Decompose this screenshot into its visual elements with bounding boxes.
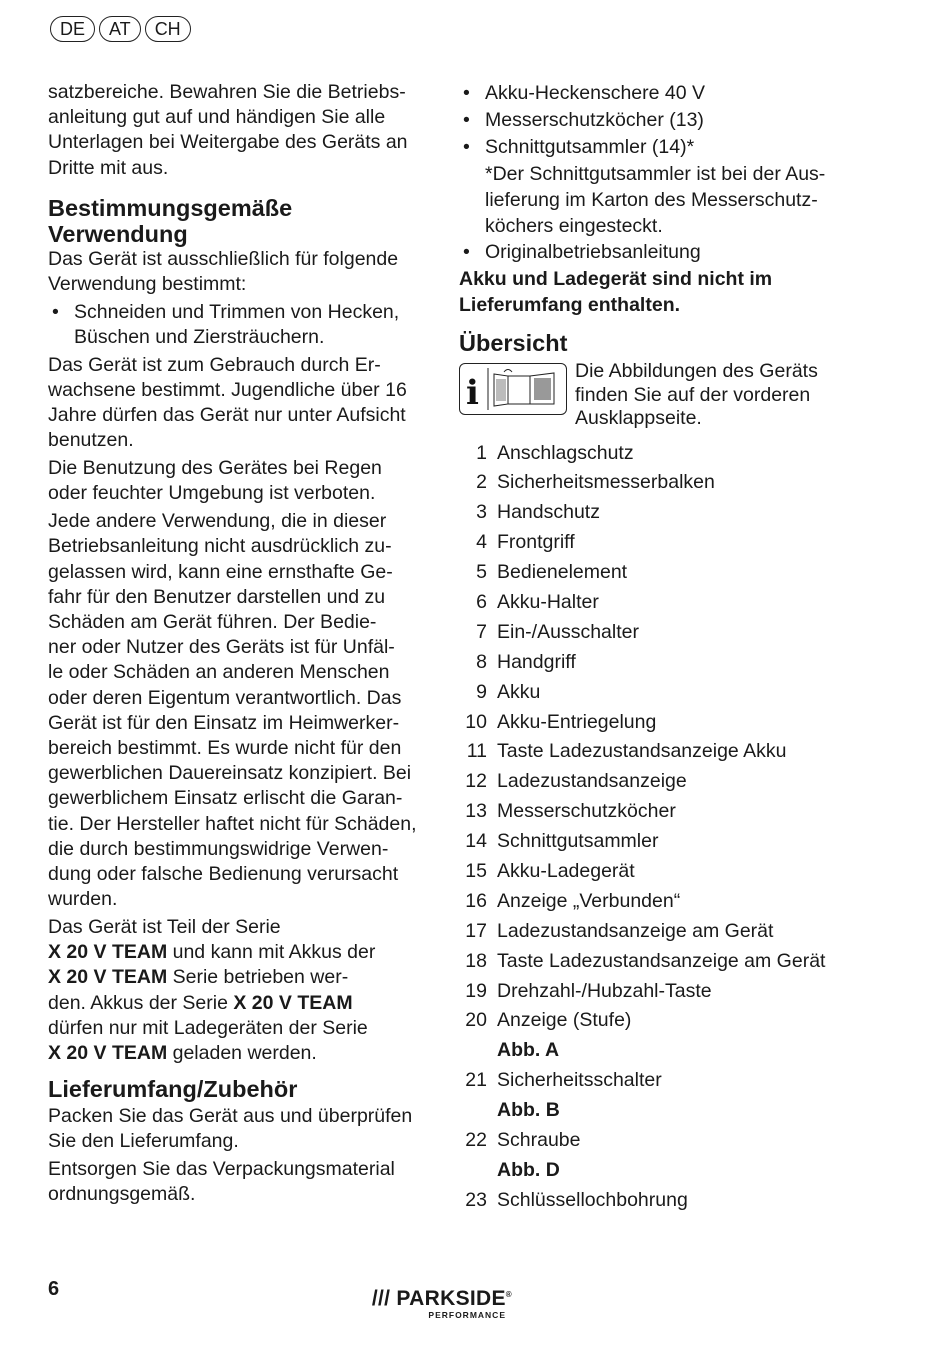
item-number: 5 (476, 561, 487, 584)
text-line: gewerblichen Dauereinsatz konzipiert. Bei (48, 762, 412, 785)
text-line: Dritte mit aus. (48, 156, 169, 179)
item-label: Taste Ladezustandsanzeige am Gerät (497, 949, 826, 972)
bullet-icon: • (52, 300, 59, 323)
parts-list-item (459, 558, 859, 588)
text-line: gewerblichem Einsatz erlischt die Garan- (48, 787, 403, 810)
intro-paragraph (48, 80, 428, 181)
parts-list-item (459, 827, 859, 857)
parts-list-item (459, 468, 859, 498)
text-line: gelassen wird, kann eine ernsthafte Ge- (48, 560, 393, 583)
bullet-icon: • (463, 136, 470, 158)
text-line: tie. Der Hersteller haftet nicht für Schäden, (48, 812, 417, 835)
item-number: 7 (476, 620, 487, 643)
text-line: Die Benutzung des Gerätes bei Regen (48, 457, 382, 480)
item-label: Schlüssellochbohrung (497, 1188, 688, 1211)
text-segment: Serie betrieben wer- (167, 966, 349, 989)
text-line: lieferung im Karton des Messerschutz- (485, 189, 818, 211)
item-label: Handgriff (497, 650, 576, 673)
text-line: Verwendung (48, 220, 188, 247)
text-line: benutzen. (48, 429, 134, 452)
text-line (48, 915, 428, 940)
text-line: Lieferumfang enthalten. (459, 294, 681, 316)
parts-list-item (459, 528, 859, 558)
item-label: Ein-/Ausschalter (497, 620, 639, 643)
item-label: Ladezustandsanzeige am Gerät (497, 919, 774, 942)
parts-list-item (459, 947, 859, 977)
text-line: ordnungsgemäß. (48, 1183, 196, 1206)
text-line: Akku und Ladegerät sind nicht im (459, 268, 773, 290)
parts-list-item (459, 767, 859, 797)
item-number: 8 (476, 650, 487, 673)
info-foldout-icon (459, 363, 567, 415)
country-badges (50, 16, 191, 42)
logo-subtitle: PERFORMANCE (428, 1310, 506, 1320)
item-label: Abb. A (497, 1039, 560, 1062)
svg-text:i: i (466, 373, 479, 413)
page-number: 6 (48, 1278, 60, 1300)
text-line: Schneiden und Trimmen von Hecken, (74, 300, 400, 323)
item-number (459, 1156, 487, 1186)
item-number: 19 (465, 979, 487, 1002)
delivery-item (459, 80, 859, 107)
bullet-icon: • (463, 241, 470, 263)
series-name: X 20 V TEAM (48, 1042, 168, 1065)
parts-list-item (459, 1066, 859, 1096)
registered-mark: ® (505, 1290, 512, 1299)
item-label: Schnittgutsammler (497, 830, 659, 853)
scope-paragraph-2 (48, 1157, 428, 1207)
item-number: 6 (476, 590, 487, 613)
text-line (48, 1016, 428, 1041)
parts-list-item (459, 1126, 859, 1156)
bullet-icon: • (463, 82, 470, 104)
text-line: bereich bestimmt. Es wurde nicht für den (48, 737, 402, 760)
heading-intended-use (48, 195, 428, 247)
delivery-item (459, 107, 859, 134)
parts-list-item (459, 708, 859, 738)
item-number: 22 (465, 1128, 487, 1151)
parts-list-item (459, 618, 859, 648)
text-line: die durch bestimmungswidrige Verwen- (48, 837, 389, 860)
use-paragraph-3 (48, 456, 428, 506)
text-line: Gerät ist für den Einsatz im Heimwerker- (48, 711, 400, 734)
text-segment: Das Gerät ist Teil der Serie (48, 916, 281, 939)
item-number: 20 (465, 1009, 487, 1032)
text-line: fahr für den Benutzer darstellen und zu (48, 585, 386, 608)
parts-list-item (459, 857, 859, 887)
heading-scope-of-delivery: Lieferumfang/Zubehör (48, 1076, 298, 1103)
text-line: Jahre dürfen das Gerät nur unter Aufsicht (48, 404, 406, 427)
item-number: 2 (476, 471, 487, 494)
figure-label (459, 1036, 859, 1066)
text-line: oder deren Eigentum verantwortlich. Das (48, 686, 402, 709)
item-number: 23 (465, 1188, 487, 1211)
text-line: wachsene bestimmt. Jugendliche über 16 (48, 379, 407, 402)
text-line: finden Sie auf der vorderen (575, 383, 811, 406)
text-segment: den. Akkus der Serie (48, 991, 234, 1014)
parts-list-item (459, 678, 859, 708)
text-line: Entsorgen Sie das Verpackungsmaterial (48, 1158, 395, 1181)
item-label: Drehzahl-/Hubzahl-Taste (497, 979, 712, 1002)
text-line: anleitung gut auf und händigen Sie alle (48, 106, 386, 129)
use-paragraph-1 (48, 247, 428, 297)
bullet-icon: • (463, 109, 470, 131)
item-number: 10 (465, 710, 487, 733)
text-line (48, 965, 428, 990)
item-number (459, 1096, 487, 1126)
text-line: ner oder Nutzer des Geräts ist für Unfäl- (48, 636, 395, 659)
text-line: satzbereiche. Bewahren Sie die Betriebs- (48, 81, 406, 103)
item-number: 9 (476, 680, 487, 703)
item-label: Frontgriff (497, 531, 575, 554)
parts-list-item (459, 737, 859, 767)
text-line: Ausklappseite. (575, 407, 702, 429)
use-paragraph-2 (48, 353, 428, 454)
item-number: 21 (465, 1069, 487, 1092)
item-label: Handschutz (497, 501, 600, 524)
parts-list-item (459, 648, 859, 678)
figure-label (459, 1096, 859, 1126)
item-number: 1 (476, 441, 487, 464)
item-number: 4 (476, 531, 487, 554)
parts-list-item (459, 977, 859, 1007)
bullet-text (74, 300, 428, 350)
use-paragraph-5 (48, 915, 428, 1066)
item-number: 3 (476, 501, 487, 524)
heading-overview: Übersicht (459, 330, 568, 356)
text-line: köchers eingesteckt. (485, 215, 663, 237)
text-line: dung oder falsche Bedienung verursacht (48, 863, 399, 886)
use-paragraph-4 (48, 509, 428, 912)
item-label: Anzeige (Stufe) (497, 1009, 632, 1032)
delivery-item-label: Originalbetriebsanleitung (485, 241, 701, 263)
text-segment: dürfen nur mit Ladegeräten der Serie (48, 1016, 368, 1039)
item-number: 12 (465, 770, 487, 793)
text-line: Betriebsanleitung nicht ausdrücklich zu- (48, 535, 392, 558)
badge-de: DE (50, 16, 95, 42)
item-number: 11 (466, 740, 487, 763)
item-label: Anschlagschutz (497, 441, 634, 464)
item-label: Anzeige „Verbunden“ (497, 889, 681, 912)
text-line: Das Gerät ist zum Gebrauch durch Er- (48, 353, 381, 376)
item-label: Akku (497, 680, 541, 703)
text-line: Die Abbildungen des Geräts (575, 360, 818, 382)
text-line (48, 940, 428, 965)
parts-list (459, 439, 859, 1216)
text-line: Sie den Lieferumfang. (48, 1130, 239, 1153)
item-label: Akku-Ladegerät (497, 859, 635, 882)
item-number: 13 (465, 800, 487, 823)
item-label: Abb. B (497, 1099, 560, 1122)
item-label: Sicherheitsschalter (497, 1069, 662, 1092)
text-line: Unterlagen bei Weitergabe des Geräts an (48, 131, 408, 154)
text-line: Büschen und Ziersträuchern. (74, 326, 325, 349)
delivery-item (459, 134, 859, 161)
item-label: Bedienelement (497, 561, 628, 584)
item-label: Akku-Halter (497, 590, 599, 613)
series-name: X 20 V TEAM (233, 991, 353, 1014)
item-number: 18 (465, 949, 487, 972)
parts-list-item (459, 588, 859, 618)
text-segment: geladen werden. (167, 1042, 317, 1065)
text-line: le oder Schäden an anderen Menschen (48, 661, 390, 684)
parts-list-item (459, 797, 859, 827)
text-line: Das Gerät ist ausschließlich für folgende (48, 247, 399, 270)
item-label: Akku-Entriegelung (497, 710, 657, 733)
info-text (575, 360, 818, 431)
info-block (459, 360, 859, 431)
text-line: Schäden am Gerät führen. Der Bedie- (48, 611, 377, 634)
delivery-note (459, 161, 859, 239)
parts-list-item (459, 498, 859, 528)
item-label: Messerschutzköcher (497, 800, 676, 823)
parts-list-item (459, 1186, 859, 1216)
text-line: Bestimmungsgemäße (48, 194, 293, 221)
item-number: 16 (465, 889, 487, 912)
text-line (48, 1041, 428, 1066)
item-number: 14 (465, 830, 487, 853)
item-label: Taste Ladezustandsanzeige Akku (497, 740, 787, 763)
badge-ch: CH (145, 16, 191, 42)
text-line: Jede andere Verwendung, die in dieser (48, 510, 387, 533)
item-number (459, 1036, 487, 1066)
item-label: Sicherheitsmesserbalken (497, 471, 715, 494)
badge-at: AT (99, 16, 141, 42)
parts-list-item (459, 917, 859, 947)
text-line: Verwendung bestimmt: (48, 273, 247, 296)
battery-not-included-note (459, 266, 859, 318)
parkside-logo (366, 1284, 512, 1320)
delivery-item-label: Messerschutzköcher (13) (485, 109, 704, 131)
text-line: wurden. (48, 888, 118, 911)
parts-list-item (459, 439, 859, 469)
series-name: X 20 V TEAM (48, 966, 168, 989)
logo-wordmark: /// PARKSIDE (371, 1287, 506, 1310)
item-label: Schraube (497, 1128, 581, 1151)
right-column (459, 80, 859, 1216)
item-number: 15 (465, 859, 487, 882)
scope-paragraph-1 (48, 1104, 428, 1154)
use-bullet (48, 300, 428, 350)
text-line (48, 991, 428, 1016)
left-column (48, 80, 428, 1210)
figure-label (459, 1156, 859, 1186)
delivery-item-label: Akku-Heckenschere 40 V (485, 82, 706, 104)
delivery-item-label: Schnittgutsammler (14)* (485, 136, 695, 158)
text-segment: und kann mit Akkus der (167, 941, 376, 964)
text-line: Packen Sie das Gerät aus und überprüfen (48, 1105, 413, 1128)
parts-list-item (459, 1006, 859, 1036)
item-number: 17 (465, 919, 487, 942)
item-label: Abb. D (497, 1158, 560, 1181)
item-label: Ladezustandsanzeige (497, 770, 687, 793)
text-line: *Der Schnittgutsammler ist bei der Aus- (485, 163, 826, 185)
parts-list-item (459, 887, 859, 917)
series-name: X 20 V TEAM (48, 941, 168, 964)
delivery-item (459, 239, 859, 266)
text-line: oder feuchter Umgebung ist verboten. (48, 482, 376, 505)
